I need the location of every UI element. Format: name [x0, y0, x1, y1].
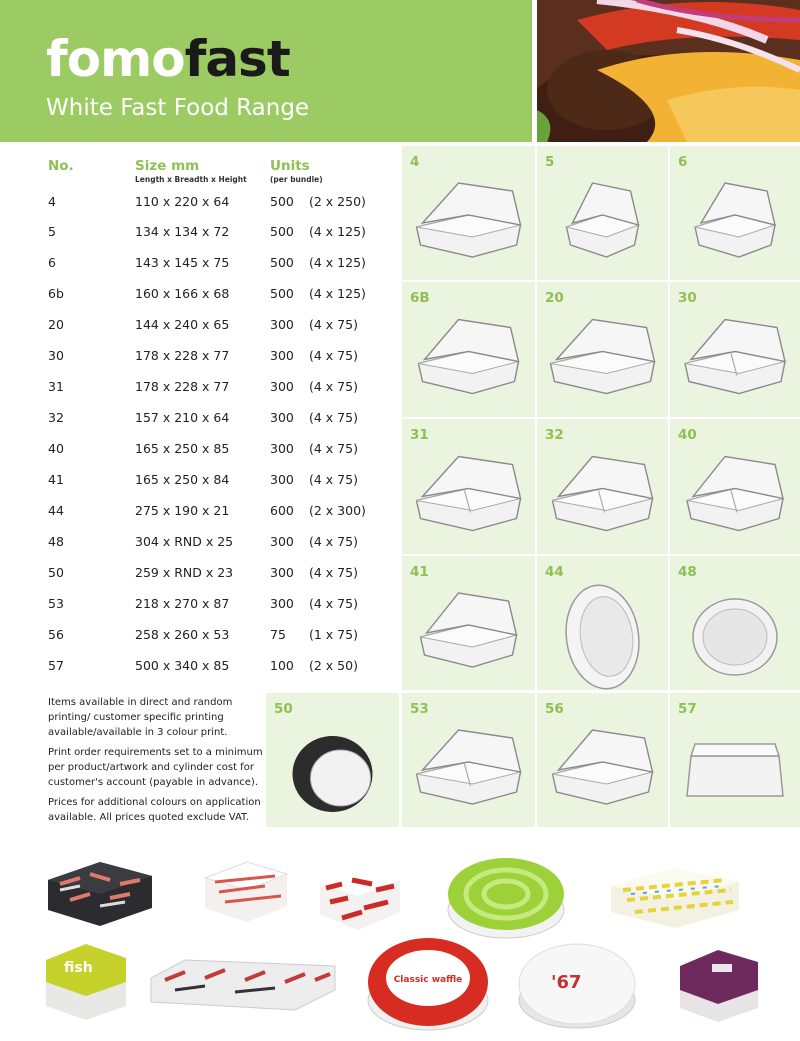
cell-bundle: (4 x 75): [309, 348, 358, 363]
printed-samples: [0, 840, 800, 1041]
cell-units: 300: [270, 565, 294, 580]
product-number: 20: [545, 290, 564, 306]
container-image: [402, 146, 535, 280]
cell-no: 20: [48, 317, 64, 332]
cell-size: 275 x 190 x 21: [135, 503, 230, 518]
product-number: 57: [678, 701, 697, 717]
col-header-size: [135, 158, 247, 184]
cell-size: 178 x 228 x 77: [135, 379, 230, 394]
product-number: 5: [545, 154, 555, 170]
cell-bundle: (4 x 125): [309, 286, 366, 301]
brand-logo-part1: fomo: [46, 30, 185, 88]
product-cell: [402, 693, 535, 827]
product-cell: [670, 693, 800, 827]
cell-bundle: (4 x 125): [309, 224, 366, 239]
product-cell: [402, 146, 535, 280]
product-number: 53: [410, 701, 429, 717]
cell-units: 75: [270, 627, 286, 642]
cell-size: 110 x 220 x 64: [135, 194, 230, 209]
cell-bundle: (2 x 50): [309, 658, 358, 673]
col-header-size-sub: Length x Breadth x Height: [135, 175, 247, 184]
cell-units: 300: [270, 534, 294, 549]
brand-logo: [46, 30, 290, 88]
table-row: [48, 410, 398, 430]
table-row: [48, 224, 398, 244]
note-2: Print order requirements set to a minimum per product/artwork and cylinder cost for customer's account (payable in advance).: [48, 747, 263, 788]
cell-units: 300: [270, 441, 294, 456]
product-number: 50: [274, 701, 293, 717]
cell-size: 157 x 210 x 64: [135, 410, 230, 425]
cell-bundle: (2 x 300): [309, 503, 366, 518]
fish-label: fish: [64, 960, 93, 976]
cell-no: 40: [48, 441, 64, 456]
col-header-units: [270, 158, 323, 184]
table-row: [48, 255, 398, 275]
lid-67-text: '67: [551, 972, 582, 993]
product-number: 40: [678, 427, 697, 443]
cell-bundle: (4 x 75): [309, 534, 358, 549]
brand-logo-part2: fast: [184, 30, 290, 88]
cell-size: 258 x 260 x 53: [135, 627, 230, 642]
cell-no: 6: [48, 255, 56, 270]
container-image: [670, 146, 800, 280]
cell-bundle: (4 x 75): [309, 410, 358, 425]
cell-bundle: (4 x 75): [309, 565, 358, 580]
product-number: 48: [678, 564, 697, 580]
printed-67-container: [515, 936, 640, 1036]
product-cell: [670, 419, 800, 554]
notes: [48, 695, 268, 830]
cell-no: 30: [48, 348, 64, 363]
cell-no: 44: [48, 503, 64, 518]
cell-units: 300: [270, 348, 294, 363]
cell-size: 144 x 240 x 65: [135, 317, 230, 332]
cell-units: 500: [270, 286, 294, 301]
header-banner: [0, 0, 532, 142]
cell-no: 48: [48, 534, 64, 549]
cell-size: 165 x 250 x 84: [135, 472, 230, 487]
product-cell: [670, 282, 800, 417]
product-number: 44: [545, 564, 564, 580]
printed-box-purple: [672, 942, 767, 1027]
cell-units: 500: [270, 194, 294, 209]
printed-box-fish: [38, 936, 133, 1026]
cell-units: 300: [270, 410, 294, 425]
printed-box-white-red: [195, 852, 295, 930]
cell-no: 56: [48, 627, 64, 642]
product-cell: [402, 419, 535, 554]
cell-units: 500: [270, 224, 294, 239]
cell-no: 4: [48, 194, 56, 209]
cell-units: 100: [270, 658, 294, 673]
cell-bundle: (4 x 75): [309, 472, 358, 487]
product-cell: [537, 693, 668, 827]
burger-photo: [537, 0, 800, 142]
table-row: [48, 317, 398, 337]
printed-hotdog-tray: [145, 950, 340, 1020]
product-number: 6: [678, 154, 688, 170]
cell-bundle: (4 x 75): [309, 379, 358, 394]
cell-no: 50: [48, 565, 64, 580]
printed-box-yellow-stripe: [605, 854, 745, 934]
cell-size: 165 x 250 x 85: [135, 441, 230, 456]
printed-red-waffle-container: [365, 930, 495, 1038]
table-row: [48, 348, 398, 368]
cell-bundle: (2 x 250): [309, 194, 366, 209]
cell-size: 218 x 270 x 87: [135, 596, 230, 611]
cell-no: 57: [48, 658, 64, 673]
printed-box-dark: [40, 850, 160, 930]
table-row: [48, 194, 398, 214]
product-cell: [670, 146, 800, 280]
cell-units: 300: [270, 596, 294, 611]
cell-no: 41: [48, 472, 64, 487]
cell-size: 259 x RND x 23: [135, 565, 234, 580]
table-row: [48, 658, 398, 678]
product-cell: [402, 282, 535, 417]
product-number: 41: [410, 564, 429, 580]
cell-size: 160 x 166 x 68: [135, 286, 230, 301]
cell-bundle: (4 x 75): [309, 441, 358, 456]
table-row: [48, 441, 398, 461]
cell-size: 304 x RND x 25: [135, 534, 234, 549]
col-header-units-label: Units: [270, 158, 310, 174]
product-cell: [266, 693, 399, 827]
table-row: [48, 472, 398, 492]
product-cell: [402, 556, 535, 690]
product-number: 30: [678, 290, 697, 306]
table-row: [48, 503, 398, 523]
cell-no: 6b: [48, 286, 64, 301]
table-row: [48, 596, 398, 616]
cell-size: 500 x 340 x 85: [135, 658, 230, 673]
col-header-no: [48, 158, 74, 174]
container-image: [537, 146, 668, 280]
cell-bundle: (1 x 75): [309, 627, 358, 642]
table-row: [48, 534, 398, 554]
table-row: [48, 379, 398, 399]
cell-size: 143 x 145 x 75: [135, 255, 230, 270]
cell-units: 500: [270, 255, 294, 270]
product-number: 32: [545, 427, 564, 443]
table-row: [48, 286, 398, 306]
cell-units: 300: [270, 317, 294, 332]
product-cell: [537, 282, 668, 417]
col-header-no-label: No.: [48, 158, 74, 174]
col-header-size-label: Size mm: [135, 158, 200, 174]
product-number: 56: [545, 701, 564, 717]
cell-bundle: (4 x 125): [309, 255, 366, 270]
waffle-lid-text: Classic waffle: [393, 975, 463, 985]
cell-no: 31: [48, 379, 64, 394]
printed-box-red-pattern: [312, 854, 407, 934]
cell-units: 300: [270, 379, 294, 394]
cell-no: 32: [48, 410, 64, 425]
product-number: 6B: [410, 290, 430, 306]
cell-bundle: (4 x 75): [309, 317, 358, 332]
cell-units: 300: [270, 472, 294, 487]
cell-no: 5: [48, 224, 56, 239]
table-row: [48, 565, 398, 585]
product-cell: [537, 556, 668, 690]
cell-size: 178 x 228 x 77: [135, 348, 230, 363]
cell-no: 53: [48, 596, 64, 611]
note-1: Items available in direct and random printing/ customer specific printing available/available in 3 colour print.: [48, 697, 233, 738]
cell-size: 134 x 134 x 72: [135, 224, 230, 239]
cell-bundle: (4 x 75): [309, 596, 358, 611]
page-subtitle: White Fast Food Range: [46, 95, 310, 121]
product-number: 31: [410, 427, 429, 443]
note-3: Prices for additional colours on application available. All prices quoted exclude VAT.: [48, 797, 261, 823]
product-cell: [670, 556, 800, 690]
col-header-units-sub: (per bundle): [270, 175, 323, 184]
cell-units: 600: [270, 503, 294, 518]
product-cell: [537, 146, 668, 280]
product-number: 4: [410, 154, 420, 170]
product-cell: [537, 419, 668, 554]
table-row: [48, 627, 398, 647]
